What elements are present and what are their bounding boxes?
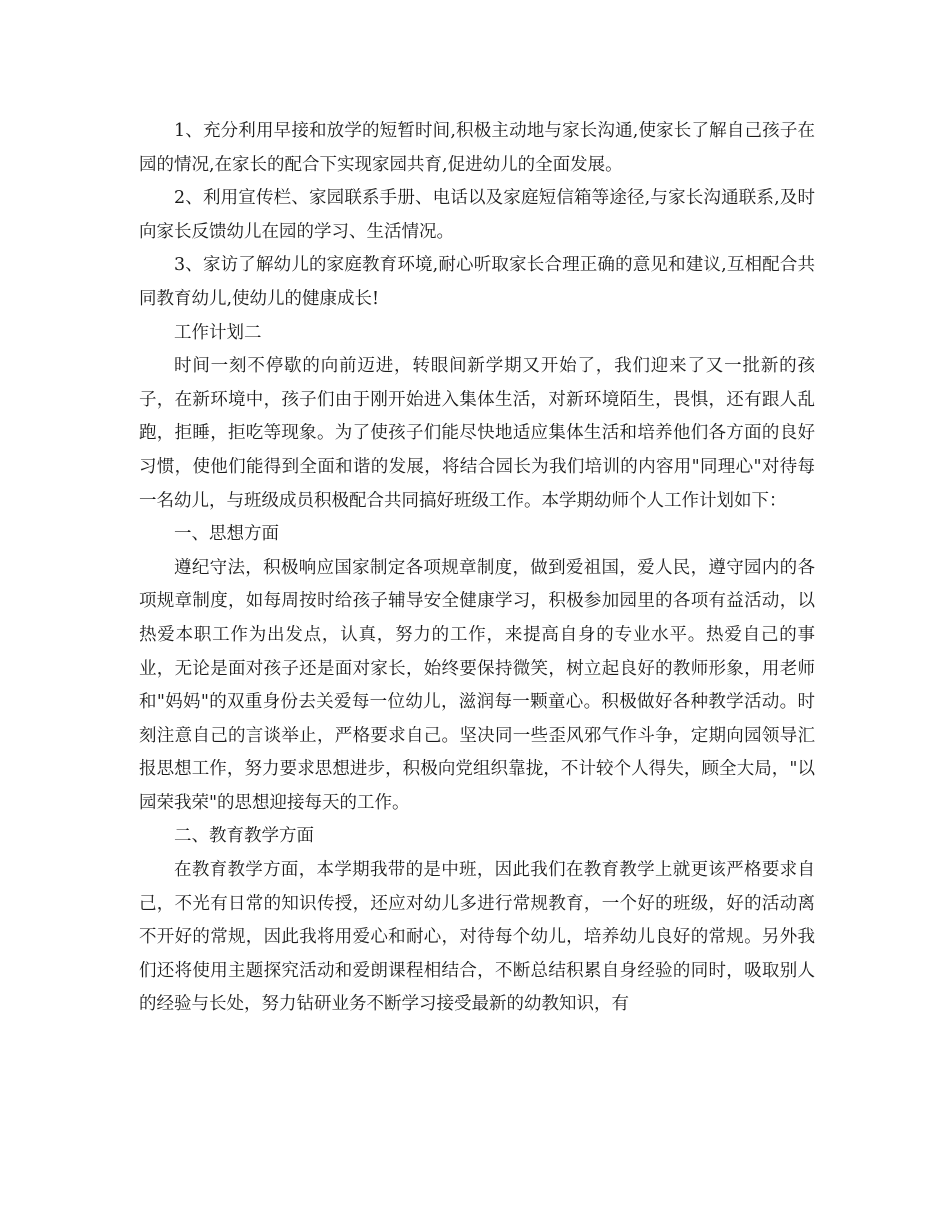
section-heading-teaching: 二、教育教学方面 [174, 826, 314, 847]
paragraph-teaching: 在教育教学方面，本学期我带的是中班，因此我们在教育教学上就更该严格要求自己，不光有日常的知识传授，还应对幼儿多进行常规教育，一个好的班级，好的活动离不开好的常规，因此我将用爱心和耐心，对待每个幼儿，培养幼儿良好的常规。另外我们还将使用主题探究活动和爱朗课程相结合，不断总结积累自身经验的同时，吸取别人的经验与长处，努力钻研业务不断学习接受最新的幼教知识，有 [139, 860, 815, 1015]
paragraph-introduction: 时间一刻不停歇的向前迈进，转眼间新学期又开始了，我们迎来了又一批新的孩子，在新环境中，孩子们由于刚开始进入集体生活，对新环境陌生，畏惧，还有跟人乱跑，拒睡，拒吃等现象。为了使孩子们能尽快地适应集体生活和培养他们各方面的良好习惯，使他们能得到全面和谐的发展，将结合园长为我们培训的内容用"同理心"对待每一名幼儿，与班级成员积极配合共同搞好班级工作。本学期幼师个人工作计划如下： [139, 356, 815, 511]
paragraph-parent-communication: 1、充分利用早接和放学的短暂时间,积极主动地与家长沟通,使家长了解自己孩子在园的情况,在家长的配合下实现家园共育,促进幼儿的全面发展。 [139, 121, 815, 175]
paragraph-ideology: 遵纪守法，积极响应国家制定各项规章制度，做到爱祖国，爱人民，遵守园内的各项规章制度，如每周按时给孩子辅导安全健康学习，积极参加园里的各项有益活动，以热爱本职工作为出发点，认真，努力的工作，来提高自身的专业水平。热爱自己的事业，无论是面对孩子还是面对家长，始终要保持微笑，树立起良好的教师形象，用老师和"妈妈"的双重身份去关爱每一位幼儿，滋润每一颗童心。积极做好各种教学活动。时刻注意自己的言谈举止，严格要求自己。坚决同一些歪风邪气作斗争，定期向园领导汇报思想工作，努力要求思想进步，积极向党组织靠拢，不计较个人得失，顾全大局，"以园荣我荣"的思想迎接每天的工作。 [139, 557, 815, 813]
paragraph-communication-channels: 2、利用宣传栏、家园联系手册、电话以及家庭短信箱等途径,与家长沟通联系,及时向家长反馈幼儿在园的学习、生活情况。 [139, 188, 815, 242]
section-title-work-plan-two: 工作计划二 [174, 322, 262, 343]
section-heading-ideology: 一、思想方面 [174, 524, 279, 545]
paragraph-home-visits: 3、家访了解幼儿的家庭教育环境,耐心听取家长合理正确的意见和建议,互相配合共同教育幼儿,使幼儿的健康成长! [139, 255, 815, 309]
document-body [139, 115, 815, 1022]
